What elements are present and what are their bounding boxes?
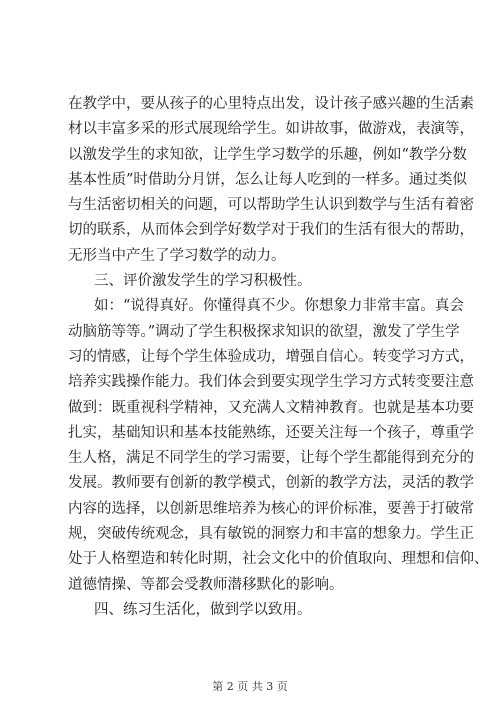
body-line: 内容的选择，以创新思维培养为核心的评价标准，要善于打破常 bbox=[68, 500, 474, 517]
section-heading: 四、练习生活化，做到学以致用。 bbox=[94, 601, 312, 618]
document-body bbox=[68, 92, 489, 623]
page-number-footer: 第 2 页 共 3 页 bbox=[212, 680, 288, 693]
body-line: 做到：既重视科学精神，又充满人文精神教育。也就是基本功要 bbox=[68, 399, 474, 416]
body-line: 培养实践操作能力。我们体会到要实现学生学习方式转变要注意 bbox=[68, 374, 474, 391]
body-line: 扎实，基础知识和基本技能熟练，还要关注每一个孩子，尊重学 bbox=[68, 424, 474, 441]
body-line: 习的情感，让每个学生体验成功，增强自信心。转变学习方式， bbox=[68, 348, 474, 365]
body-line: 如：“说得真好。你懂得真不少。你想象力非常丰富。真会 bbox=[94, 298, 464, 315]
body-line: 以激发学生的求知欲，让学生学习数学的乐趣，例如“教学分数 bbox=[68, 146, 467, 163]
body-line: 规，突破传统观念，具有敏锐的洞察力和丰富的想象力。学生正 bbox=[68, 526, 474, 543]
body-line: 道德情操、等都会受教师潜移默化的影响。 bbox=[68, 576, 344, 593]
body-line: 生人格，满足不同学生的学习需要，让每个学生都能得到充分的 bbox=[68, 450, 474, 467]
section-heading: 三、评价激发学生的学习积极性。 bbox=[94, 273, 312, 290]
body-line: 与生活密切相关的问题，可以帮助学生认识到数学与生活有着密 bbox=[68, 197, 474, 214]
body-line: 动脑筋等等。”调动了学生积极探求知识的欲望，激发了学生学 bbox=[68, 323, 460, 340]
body-line: 在教学中，要从孩子的心里特点出发，设计孩子感兴趣的生活素 bbox=[68, 96, 474, 112]
body-line: 无形当中产生了学习数学的动力。 bbox=[68, 247, 286, 264]
body-line: 材以丰富多采的形式展现给学生。如讲故事，做游戏，表演等， bbox=[68, 121, 474, 138]
body-line: 基本性质”时借助分月饼，怎么让每人吃到的一样多。通过类似 bbox=[68, 171, 467, 188]
body-line: 切的联系，从而体会到学好数学对于我们的生活有很大的帮助， bbox=[68, 222, 474, 239]
body-line: 处于人格塑造和转化时期，社会文化中的价值取向、理想和信仰、 bbox=[68, 551, 489, 568]
body-line: 发展。教师要有创新的教学模式，创新的教学方法，灵活的教学 bbox=[68, 475, 474, 492]
